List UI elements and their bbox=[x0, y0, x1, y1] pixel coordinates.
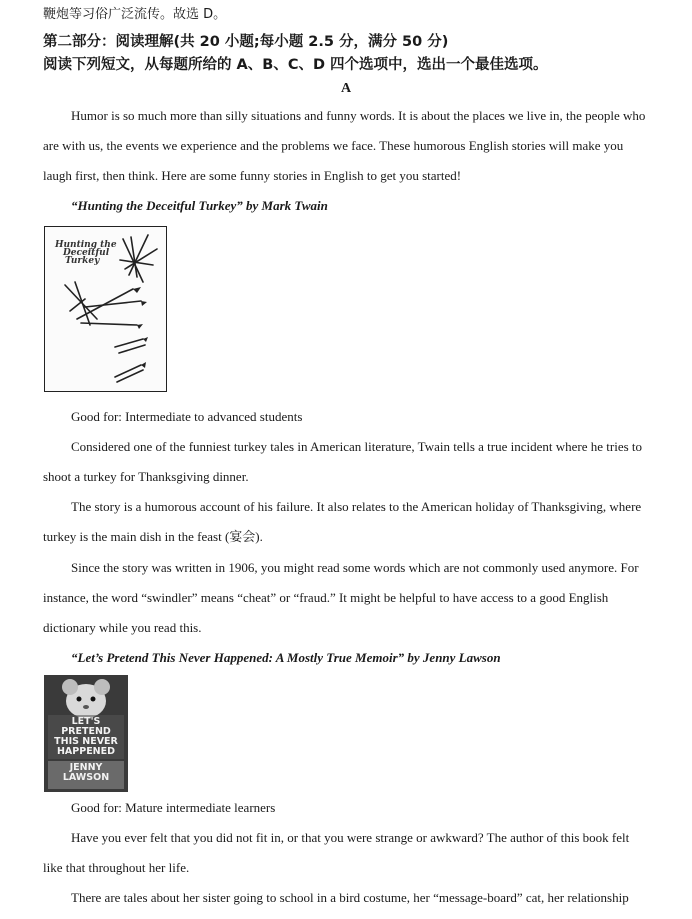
story1-paragraph-line: dictionary while you read this. bbox=[43, 620, 202, 635]
cover-line: PRETEND bbox=[61, 726, 111, 737]
story1-paragraph-line: instance, the word “swindler” means “cheat” or “fraud.” It might be helpful to have access to a good English bbox=[43, 590, 609, 605]
story1-good-for: Good for: Intermediate to advanced students bbox=[71, 409, 303, 424]
story2-paragraph-line: Have you ever felt that you did not fit in, or that you were strange or awkward? The author of this book felt bbox=[71, 830, 630, 845]
cover-line: HAPPENED bbox=[56, 746, 116, 757]
turkey-book-cover-image bbox=[44, 226, 167, 392]
cover-title-line: Turkey bbox=[65, 256, 100, 266]
story1-paragraph-line: turkey is the main dish in the feast (宴会). bbox=[43, 529, 263, 544]
cover-title-line: Hunting the bbox=[55, 240, 117, 250]
story2-paragraph-line: like that throughout her life. bbox=[43, 860, 190, 875]
feather-arrows-illustration bbox=[45, 227, 165, 390]
story2-paragraph-line: There are tales about her sister going to school in a bird costume, her “message-board” cat, her relationship bbox=[71, 890, 629, 905]
intro-line: laugh first, then think. Here are some funny stories in English to get you started! bbox=[43, 168, 462, 183]
intro-line: Humor is so much more than silly situations and funny words. It is about the places we live in, the people who bbox=[71, 108, 646, 123]
section-letter: A bbox=[340, 81, 352, 96]
cover-title-line: Deceitful bbox=[63, 248, 110, 258]
cover-line: LET'S bbox=[71, 716, 101, 727]
story1-paragraph-line: Since the story was written in 1906, you might read some words which are not commonly used anymore. For bbox=[71, 560, 639, 575]
story1-title: “Hunting the Deceitful Turkey” by Mark Twain bbox=[71, 198, 328, 213]
story2-good-for: Good for: Mature intermediate learners bbox=[71, 800, 276, 815]
lead-line: 鞭炮等习俗广泛流传。故选 D。 bbox=[43, 7, 227, 22]
part-heading: 第二部分：阅读理解(共 20 小题;每小题 2.5 分，满分 50 分) bbox=[43, 34, 449, 50]
intro-line: are with us, the events we experience and the problems we face. These humorous English stories will make you bbox=[43, 138, 624, 153]
memoir-book-cover-image bbox=[44, 675, 128, 792]
story1-paragraph-line: shoot a turkey for Thanksgiving dinner. bbox=[43, 469, 249, 484]
instruction-line: 阅读下列短文，从每题所给的 A、B、C、D 四个选项中，选出一个最佳选项。 bbox=[43, 57, 548, 73]
cover-line: THIS NEVER bbox=[54, 736, 118, 747]
cover-line: JENNY bbox=[69, 762, 103, 773]
cover-line: LAWSON bbox=[62, 772, 110, 783]
story2-title: “Let’s Pretend This Never Happened: A Mostly True Memoir” by Jenny Lawson bbox=[71, 650, 501, 665]
story1-paragraph-line: Considered one of the funniest turkey tales in American literature, Twain tells a true incident where he tries to bbox=[71, 439, 643, 454]
story1-paragraph-line: The story is a humorous account of his failure. It also relates to the American holiday of Thanksgiving, where bbox=[71, 499, 642, 514]
